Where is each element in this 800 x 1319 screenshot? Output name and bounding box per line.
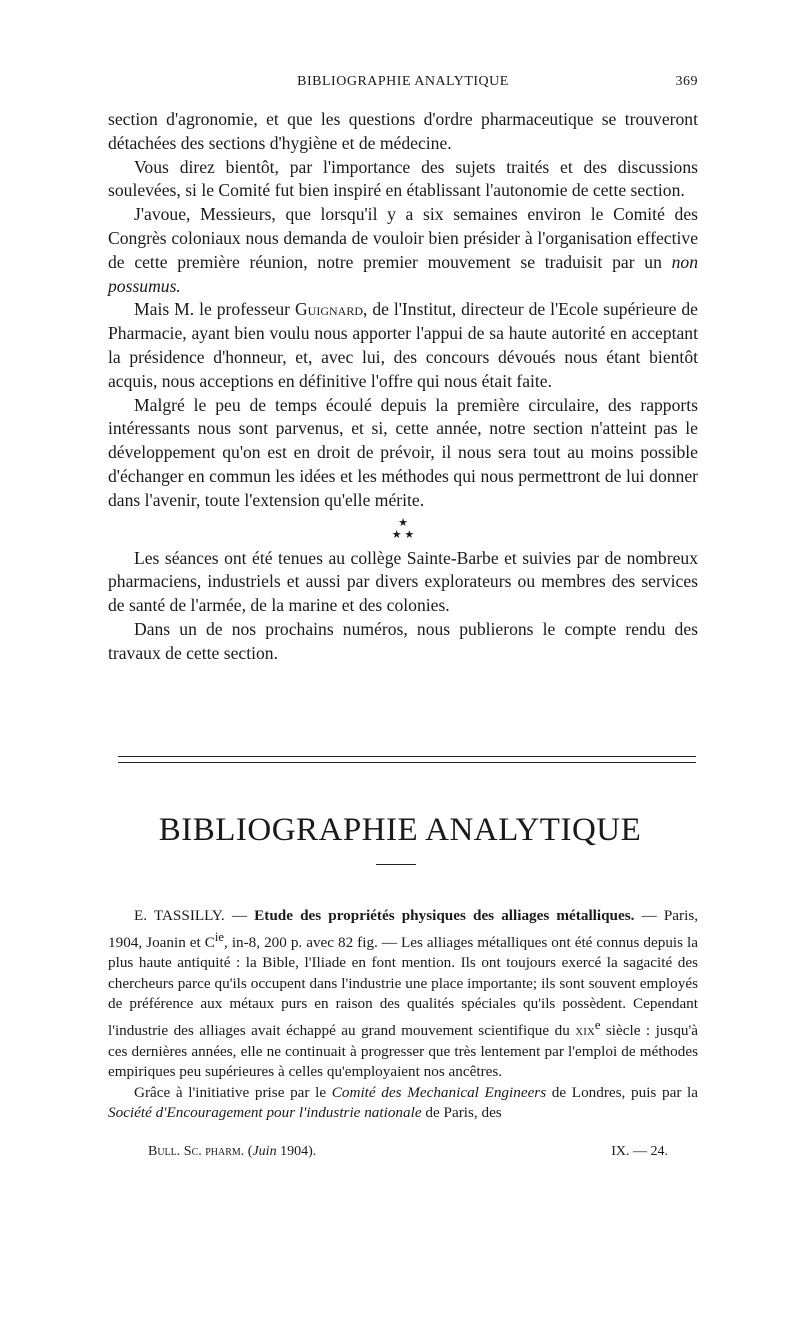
paragraph-3-latin: non possumus. — [108, 251, 698, 296]
biblio-p2-italic1: Comité des Mechanical Engineers — [331, 1083, 547, 1101]
paragraph-6: Les séances ont été tenues au collège Sainte-Barbe et suivies par de nombreux pharmaciens, industriels et aussi par divers explorateurs ou membres des services de santé de l'armée, de la marine et des colonies. — [108, 547, 698, 616]
running-head-title: BIBLIOGRAPHIE ANALYTIQUE — [297, 74, 509, 89]
biblio-work-title: Etude des propriétés physiques des alliages métalliques. — [254, 907, 635, 924]
asterism-top-star: ★ — [398, 516, 408, 529]
paragraph-2: Vous direz bientôt, par l'importance des sujets traités et des discussions soulevées, si le Comité fut bien inspiré en établissant l'autonomie de cette section. — [108, 156, 698, 201]
bibliography-paragraph-1 — [108, 906, 698, 1083]
section-title-rule — [376, 864, 416, 865]
paragraph-1: section d'agronomie, et que les questions d'ordre pharmaceutique se trouveront détachées des sections d'hygiène et de médecine. — [108, 109, 698, 153]
paragraph-4-text-b: , de l'Institut, directeur de l'Ecole supérieure de Pharmacie, ayant bien voulu nous apporter l'appui de sa haute autorité en acceptant la présidence d'honneur, et, avec lui, des concours dévoués nous étant bientôt acquis, nous acceptions en définitive l'offre qui nous était faite. — [108, 299, 698, 391]
paragraph-3 — [108, 203, 698, 298]
asterism-bottom-stars: ★ ★ — [391, 528, 415, 541]
paragraph-4-name: Guignard — [294, 299, 363, 320]
biblio-text-b: , in-8, 200 p. avec 82 fig. — Les alliages métalliques ont été connus depuis la plus haute antiquité : la Bible, l'Iliade en font mention. Ils ont toujours exercé la sagacité des chercheurs parce qu'ils occupent dans l'industrie une place importante; ils sont souvent employés de préférence aux métaux purs en raison des qualités spéciales qu'ils possèdent. Cependant l'industrie des alliages avait échappé au grand mouvement scientifique du — [108, 933, 698, 1040]
footer-signature: IX. — 24. — [611, 1144, 668, 1159]
paragraph-7: Dans un de nos prochains numéros, nous publierons le compte rendu des travaux de cette section. — [108, 618, 698, 663]
biblio-dash: — — [224, 907, 255, 924]
bibliography-entry — [108, 906, 698, 1124]
running-head — [108, 74, 698, 96]
page-number: 369 — [675, 74, 698, 89]
body-text — [108, 108, 698, 666]
biblio-century: xix — [575, 1022, 595, 1040]
biblio-text-c: siècle : jusqu'à ces dernières années, elle ne continuait à progresser que très lentement par l'emploi de méthodes empiriques peu supérieures à celles qu'employaient nos ancêtres. — [108, 1022, 698, 1081]
biblio-p2-c: de Paris, des — [421, 1104, 502, 1122]
biblio-text-a: — Paris, 1904, Joanin et C — [108, 907, 699, 951]
footer-year: 1904). — [276, 1144, 317, 1159]
double-rule-divider — [118, 756, 696, 763]
bibliography-paragraph-2 — [108, 1083, 698, 1124]
paragraph-5: Malgré le peu de temps écoulé depuis la première circulaire, des rapports intéressants nous sont parvenus, et si, cette année, notre section n'atteint pas le développement qu'on est en droit de prévoir, il nous sera tout au moins possible d'échanger en commun les idées et les méthodes qui nous permettront de lui donner dans l'avenir, toute l'extension qu'elle mérite. — [108, 394, 698, 510]
paragraph-3-text: J'avoue, Messieurs, que lorsqu'il y a six semaines environ le Comité des Congrès coloniaux nous demanda de vouloir bien présider à l'organisation effective de cette première réunion, notre premier mouvement se traduisit par un — [108, 204, 698, 272]
biblio-text-sup: ie — [214, 929, 225, 944]
paragraph-4-text-a: Mais M. le professeur — [134, 299, 295, 320]
biblio-century-sup: e — [594, 1018, 601, 1033]
asterism — [108, 517, 698, 541]
biblio-p2-b: de Londres, puis par la — [546, 1083, 699, 1101]
footer-journal — [148, 1144, 316, 1160]
footer-journal-name: Bull. Sc. pharm. ( — [148, 1144, 253, 1159]
biblio-p2-a: Grâce à l'initiative prise par le — [134, 1083, 332, 1101]
footer-month: Juin — [252, 1144, 277, 1159]
section-title: BIBLIOGRAPHIE ANALYTIQUE — [158, 812, 642, 848]
biblio-author: E. TASSILLY. — [134, 907, 225, 924]
biblio-p2-italic2: Société d'Encouragement pour l'industrie nationale — [108, 1104, 422, 1122]
paragraph-4 — [108, 298, 698, 393]
